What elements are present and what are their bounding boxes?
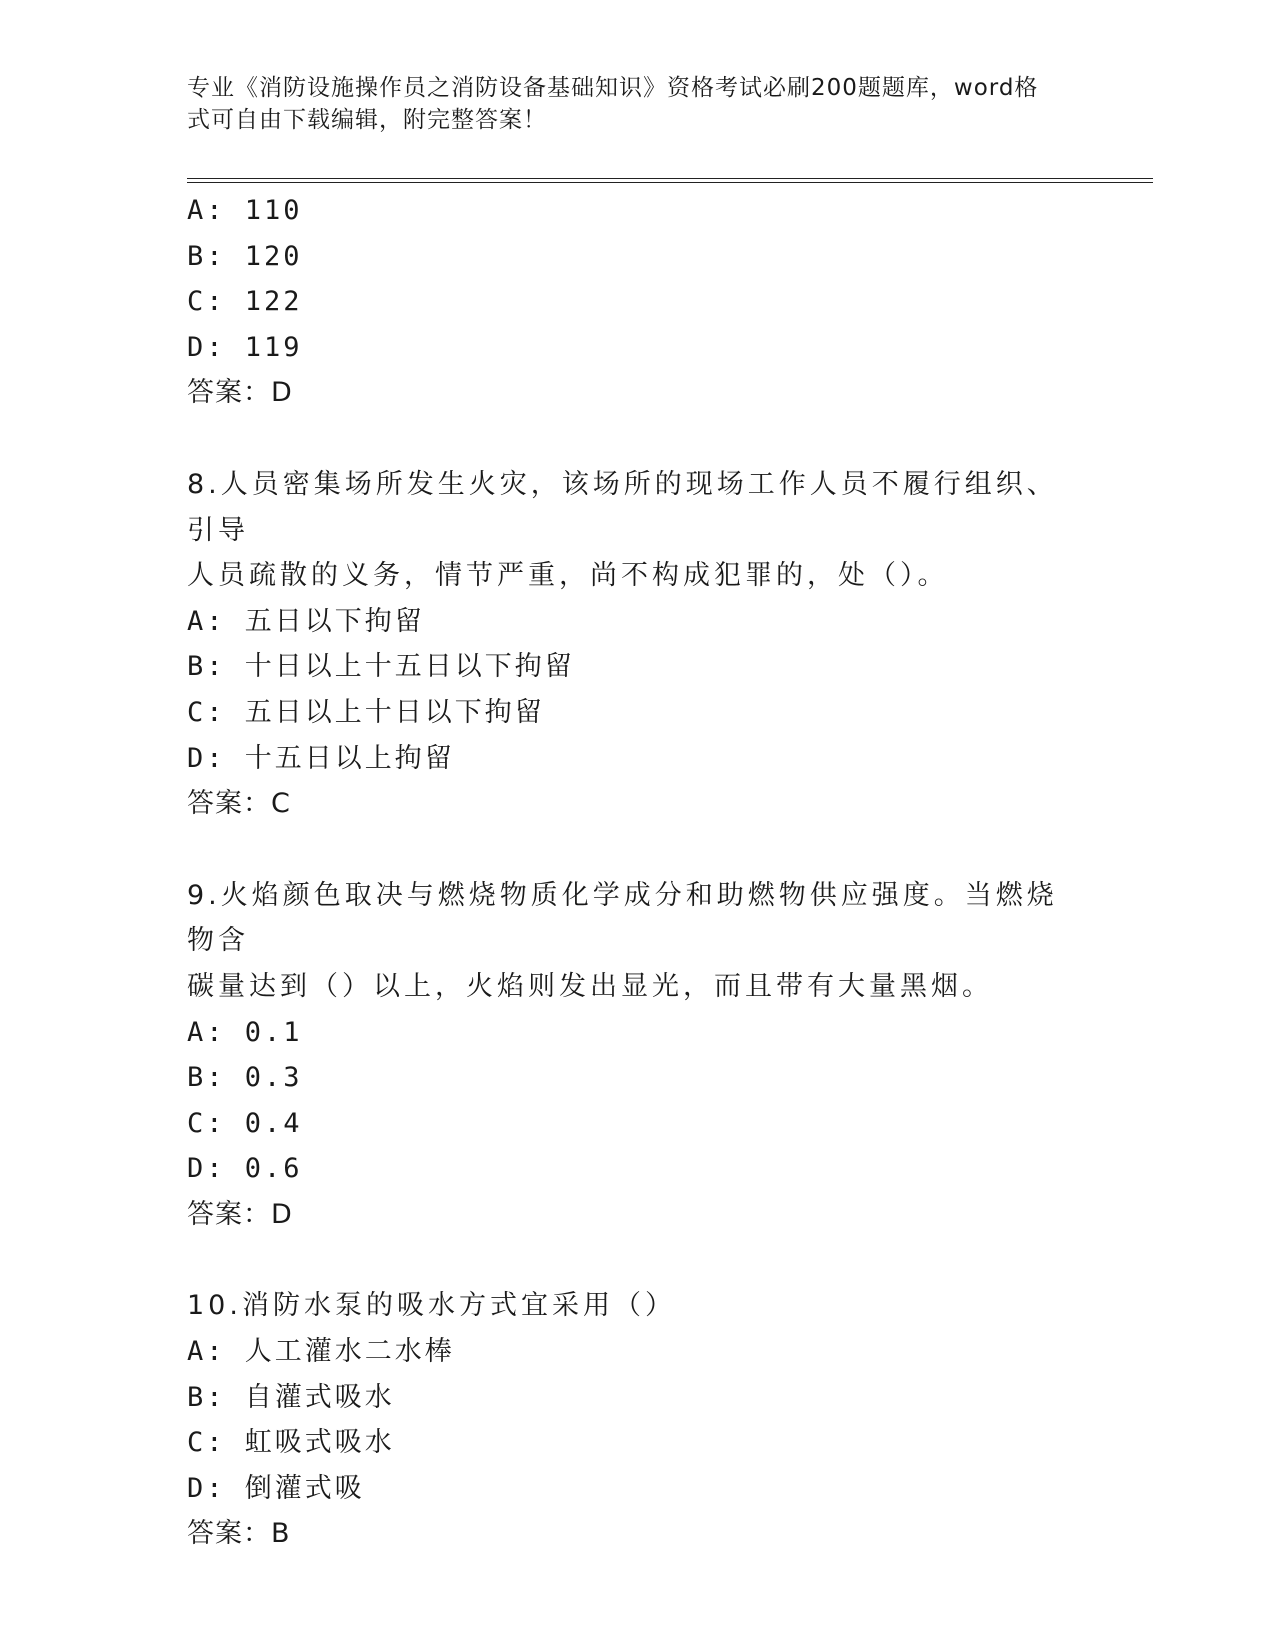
question-block-7 [187,188,1087,416]
question-text-line-1: 10.消防水泵的吸水方式宜采用（） [187,1290,676,1322]
option-b: B: 自灌式吸水 [187,1381,395,1413]
option-d: D: 0.6 [187,1153,303,1185]
question-text-line-2: 碳量达到（）以上，火焰则发出显光，而且带有大量黑烟。 [187,970,993,1002]
option-a: A: 110 [187,195,303,226]
document-header [187,72,1067,136]
header-divider-top [187,178,1153,179]
question-block-10 [187,1283,1087,1557]
answer-line: 答案：B [187,1518,291,1550]
option-c: C: 虹吸式吸水 [187,1427,395,1459]
question-text-line-1: 9.火焰颜色取决与燃烧物质化学成分和助燃物供应强度。当燃烧物含 [187,879,1058,957]
option-b: B: 0.3 [187,1062,303,1094]
option-b: B: 120 [187,240,303,272]
option-d: D: 倒灌式吸 [187,1472,365,1504]
option-d: D: 十五日以上拘留 [187,742,455,774]
question-text-line-1: 8.人员密集场所发生火灾，该场所的现场工作人员不履行组织、引导 [187,468,1058,546]
header-line-2: 式可自由下载编辑，附完整答案！ [187,107,547,133]
answer-line: 答案：D [187,377,293,409]
option-c: C: 0.4 [187,1107,303,1139]
header-line-1: 专业《消防设施操作员之消防设备基础知识》资格考试必刷200题题库，word格 [187,75,1039,101]
question-block-8 [187,462,1087,827]
option-a: A: 人工灌水二水棒 [187,1336,455,1368]
question-text-line-2: 人员疏散的义务，情节严重，尚不构成犯罪的，处（）。 [187,560,949,592]
answer-line: 答案：C [187,788,291,820]
option-a: A: 五日以下拘留 [187,605,425,637]
option-a: A: 0.1 [187,1016,303,1048]
option-c: C: 122 [187,286,303,318]
option-d: D: 119 [187,331,303,363]
option-b: B: 十日以上十五日以下拘留 [187,651,575,683]
question-block-9 [187,873,1087,1238]
question-list [187,188,1087,1557]
option-c: C: 五日以上十日以下拘留 [187,696,545,728]
answer-line: 答案：D [187,1198,293,1230]
header-divider-bottom [187,182,1153,183]
